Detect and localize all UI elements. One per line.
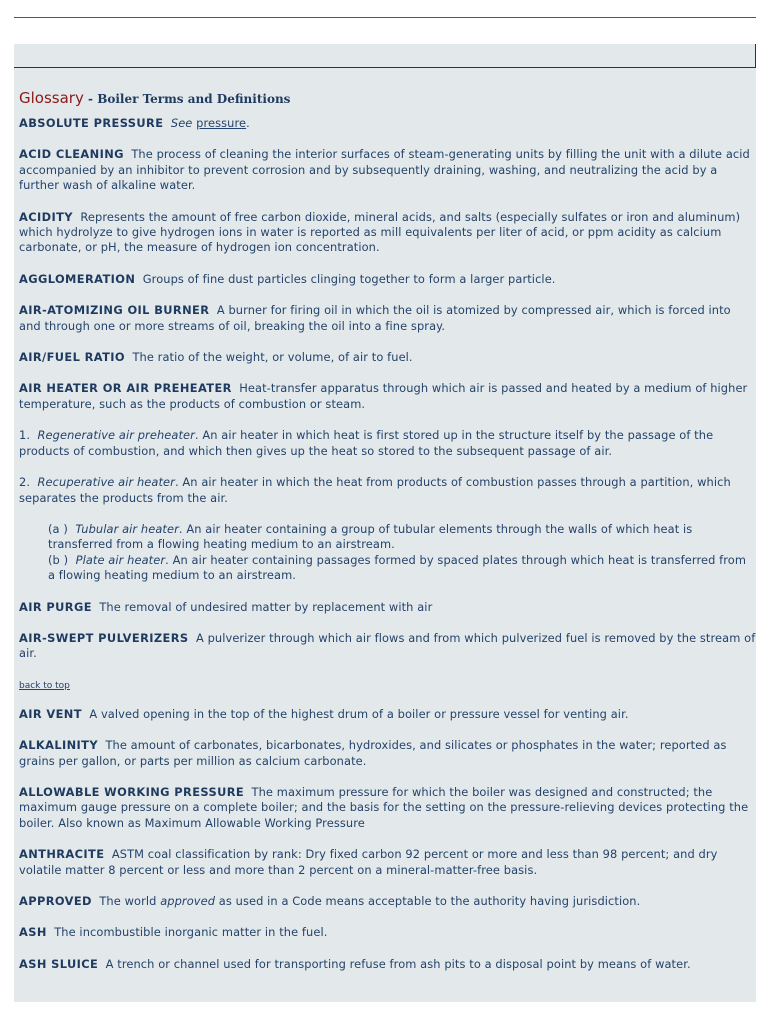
pressure-link[interactable]: pressure (196, 116, 247, 130)
term: ASH (19, 925, 47, 940)
term: ACIDITY (19, 209, 73, 224)
glossary-subentry (19, 428, 756, 459)
subentry-number: (a ) (48, 521, 68, 536)
glossary-entry (19, 381, 756, 412)
subentry-name: Regenerative air preheater (37, 428, 195, 443)
term: AIR VENT (19, 706, 82, 721)
definition: The process of cleaning the interior surfaces of steam-generating units by filling the unit with a dilute acid accompanied by an inhibitor to prevent corrosion and by subsequently draining, washing, and neutralizing the acid by a further wash of alkaline water. (19, 147, 750, 193)
glossary-entry (19, 785, 756, 831)
glossary-entry (19, 925, 756, 940)
definition-emphasis: approved (160, 894, 216, 908)
glossary-entry (19, 600, 756, 615)
subentry-number: 1. (19, 428, 31, 443)
glossary-subsubentries (19, 522, 756, 584)
header-bar (14, 44, 756, 68)
definition: A valved opening in the top of the highest drum of a boiler or pressure vessel for venting air. (89, 706, 629, 721)
glossary-entry (19, 894, 756, 909)
definition: . An air heater in which the heat from products of combustion passes through a partition, which separates the products from the air. (19, 475, 731, 505)
glossary-entry (19, 631, 756, 662)
term: ALLOWABLE WORKING PRESSURE (19, 784, 245, 799)
subentry-name: Tubular air heater (75, 521, 179, 536)
subentry-number: 2. (19, 475, 31, 490)
glossary-subsubentry (48, 553, 756, 584)
term: ANTHRACITE (19, 847, 105, 862)
term: AIR-SWEPT PULVERIZERS (19, 630, 189, 645)
glossary-entry (19, 350, 756, 365)
back-to-top-link[interactable]: back to top (19, 680, 70, 691)
term: APPROVED (19, 894, 92, 908)
title-sub: Boiler Terms and Definitions (97, 92, 291, 106)
definition-pre: The world (99, 894, 157, 908)
glossary-content (14, 68, 756, 1002)
definition: The incombustible inorganic matter in the fuel. (54, 925, 328, 940)
definition: ASTM coal classification by rank: Dry fixed carbon 92 percent or more and less than 98 percent; and dry volatile matter 8 percent or less and more than 2 percent on a mineral-matter-free basis. (19, 847, 718, 877)
title-main: Glossary (19, 89, 84, 107)
glossary-entry (19, 272, 756, 287)
see-label: See (170, 116, 193, 130)
term: AIR-ATOMIZING OIL BURNER (19, 303, 210, 318)
definition: A pulverizer through which air flows and from which pulverized fuel is removed by the stream of air. (19, 630, 756, 661)
glossary-entry (19, 147, 756, 193)
definition: The ratio of the weight, or volume, of air to fuel. (132, 350, 413, 365)
term: ALKALINITY (19, 738, 99, 753)
definition: . An air heater in which heat is first stored up in the structure itself by the passage of the products of combustion, and which then gives up the heat so stored to the subsequent passage of air. (19, 428, 714, 458)
definition: Groups of fine dust particles clinging together to form a larger particle. (142, 271, 556, 286)
term: AGGLOMERATION (19, 271, 136, 286)
definition: The maximum pressure for which the boiler was designed and constructed; the maximum gauge pressure on a complete boiler; and the basis for the setting on the pressure-relieving devices protecting the boiler. Also known as Maximum Allowable Working Pressure (19, 784, 749, 830)
period: . (246, 116, 250, 130)
glossary-entry (19, 957, 756, 972)
term: ACID CLEANING (19, 147, 124, 162)
definition: Represents the amount of free carbon dioxide, mineral acids, and salts (especially sulfates or iron and aluminum) which hydrolyze to give hydrogen ions in water is reported as mill equivalents per liter of acid, or ppm acidity as calcium carbonate, or pH, the measure of hydrogen ion concentration. (19, 209, 741, 255)
subentry-number: (b ) (48, 552, 69, 567)
glossary-entry (19, 116, 756, 131)
term: AIR/FUEL RATIO (19, 350, 126, 365)
subentry-name: Plate air heater (75, 552, 166, 567)
glossary-entry (19, 738, 756, 769)
glossary-entry (19, 210, 756, 256)
glossary-subsubentry (48, 522, 756, 553)
term: ABSOLUTE PRESSURE (19, 116, 164, 130)
definition: Heat-transfer apparatus through which air is passed and heated by a medium of higher temperature, such as the products of combustion or steam. (19, 381, 748, 411)
top-rule (14, 17, 756, 18)
term: ASH SLUICE (19, 956, 99, 971)
definition-post: as used in a Code means acceptable to the authority having jurisdiction. (218, 894, 641, 908)
title-separator: - (83, 92, 98, 106)
glossary-entry (19, 707, 756, 722)
glossary-entry (19, 303, 756, 334)
definition: A burner for firing oil in which the oil is atomized by compressed air, which is forced into and through one or more streams of oil, breaking the oil into a fine spray. (19, 303, 731, 333)
term: AIR PURGE (19, 599, 92, 614)
subentry-name: Recuperative air heater (37, 475, 175, 490)
definition: The amount of carbonates, bicarbonates, hydroxides, and silicates or phosphates in the water; reported as grains per gallon, or parts per million as calcium carbonate. (19, 738, 727, 768)
definition: The removal of undesired matter by replacement with air (99, 599, 433, 614)
glossary-subentry (19, 475, 756, 506)
definition: A trench or channel used for transporting refuse from ash pits to a disposal point by means of water. (105, 956, 691, 971)
term: AIR HEATER OR AIR PREHEATER (19, 381, 232, 396)
page-title (19, 87, 756, 110)
glossary-entry (19, 847, 756, 878)
definition: . An air heater containing passages formed by spaced plates through which heat is transferred from a flowing heating medium to an airstream. (48, 552, 747, 583)
definition: . An air heater containing a group of tubular elements through the walls of which heat is transferred from a flowing heating medium to an airstream. (48, 521, 693, 552)
